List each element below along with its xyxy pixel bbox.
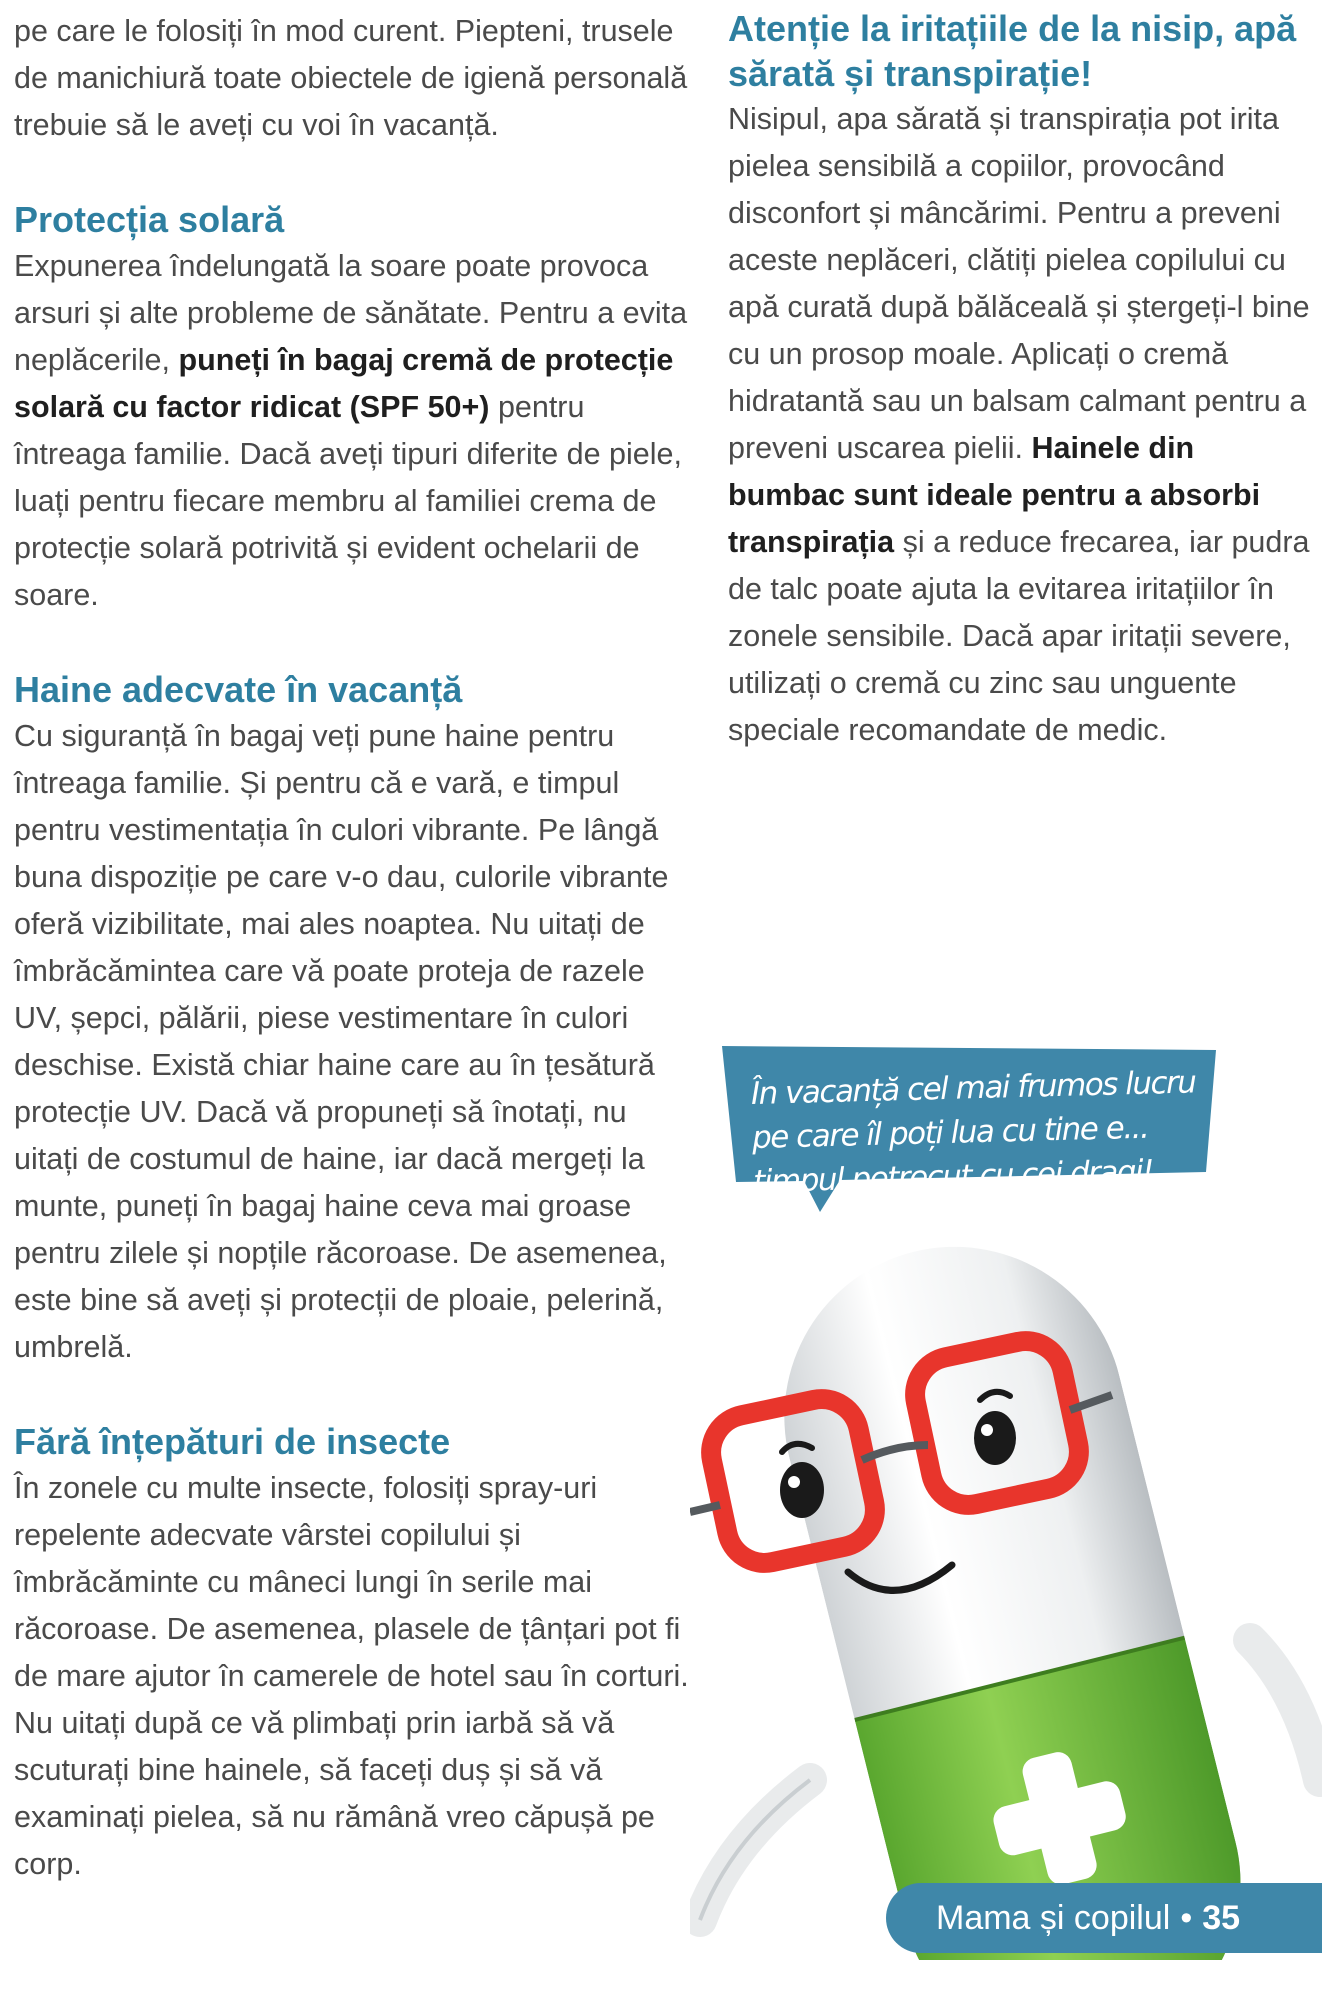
section-heading: Protecția solară [14, 199, 285, 240]
section-insect-bites [14, 1419, 694, 1888]
magazine-name: Mama și copilul [936, 1899, 1171, 1937]
pill-mascot-icon [690, 1220, 1322, 1960]
paragraph-text: Nisipul, apa sărată și transpirația pot irita pielea sensibilă a copiilor, provocând disconfort și mâncărimi. Pentru a preveni aceste neplăceri, clătiți pielea copilului cu apă curată după bălăceală și ștergeți-l bine cu un prosop moale. Aplicați o cremă hidratantă sau un balsam calmant pentru a preveni uscarea pielii. [728, 102, 1310, 465]
section-heading: Fără înțepături de insecte [14, 1421, 451, 1462]
footer-banner [886, 1883, 1322, 1953]
bubble-line: timpul petrecut cu cei dragi! [752, 1153, 1154, 1200]
bubble-line: În vacanță cel mai frumos lucru [750, 1064, 1196, 1113]
right-column [728, 0, 1318, 754]
section-heading: Haine adecvate în vacanță [14, 669, 463, 710]
paragraph-bold-text: Hainele din bumbac sunt ideale pentru a absorbi transpirația [728, 431, 1261, 559]
bubble-line: pe care îl poți lua cu tine e... [751, 1109, 1149, 1157]
footer-separator: • [1180, 1899, 1193, 1937]
page-number: 35 [1202, 1899, 1241, 1937]
section-sun-protection [14, 197, 694, 619]
section-paragraph: Cu siguranță în bagaj veți pune haine pentru întreaga familie. Și pentru că e vară, e timpul pentru vestimentația în culori vibrante. Pe lângă buna dispoziție pe care v-o dau, culorile vibrante oferă vizibilitate, mai ales noaptea. Nu uitați de îmbrăcămintea care vă poate proteja de razele UV, șepci, pălării, piese vestimentare în culori deschise. Există chiar haine care au în țesătură protecție UV. Dacă vă propuneți să înotați, nu uitați de costumul de haine, iar dacă mergeți la munte, puneți în bagaj haine ceva mai groase pentru zilele și nopțile răcoroase. De asemenea, este bine să aveți și protecții de ploaie, pelerină, umbrelă. [14, 719, 669, 1364]
section-heading: Atenție la iritațiile de la nisip, apă sărată și transpirație! [728, 8, 1297, 94]
footer-text [936, 1896, 1240, 1940]
paragraph-text: și a reduce frecarea, iar pudra de talc poate ajuta la evitarea iritațiilor în zonele sensibile. Dacă apar iritații severe, utilizați o cremă cu zinc sau unguente speciale recomandate de medic. [728, 525, 1310, 747]
section-paragraph [728, 96, 1318, 754]
section-paragraph: În zonele cu multe insecte, folosiți spray-uri repelente adecvate vârstei copilului și îmbrăcăminte cu mâneci lungi în serile mai răcoroase. De asemenea, plasele de țânțari pot fi de mare ajutor în camerele de hotel sau în corturi. Nu uitați după ce vă plimbați prin iarbă să vă scuturați bine hainele, să faceți duș și să vă examinați pielea, să nu rămână vreo căpușă pe corp. [14, 1471, 689, 1881]
pill-mascot [690, 1220, 1322, 1965]
paragraph-text: Expunerea îndelungată la soare poate provoca arsuri și alte probleme de sănătate. Pentru a evita neplăcerile, [14, 249, 688, 377]
section-paragraph [14, 243, 694, 619]
bubble-quote [750, 1060, 1213, 1204]
speech-bubble [722, 1040, 1218, 1215]
left-column [14, 0, 694, 1888]
section-vacation-clothes [14, 667, 694, 1371]
paragraph-text: pentru întreaga familie. Dacă aveți tipuri diferite de piele, luați pentru fiecare membru al familiei crema de protecție solară potrivită și evident ochelarii de soare. [14, 390, 682, 612]
paragraph-bold-text: puneți în bagaj cremă de protecție solară cu factor ridicat (SPF 50+) [14, 343, 674, 424]
intro-paragraph: pe care le folosiți în mod curent. Piepteni, trusele de manichiură toate obiectele de igienă personală trebuie să le aveți cu voi în vacanță. [14, 14, 688, 142]
